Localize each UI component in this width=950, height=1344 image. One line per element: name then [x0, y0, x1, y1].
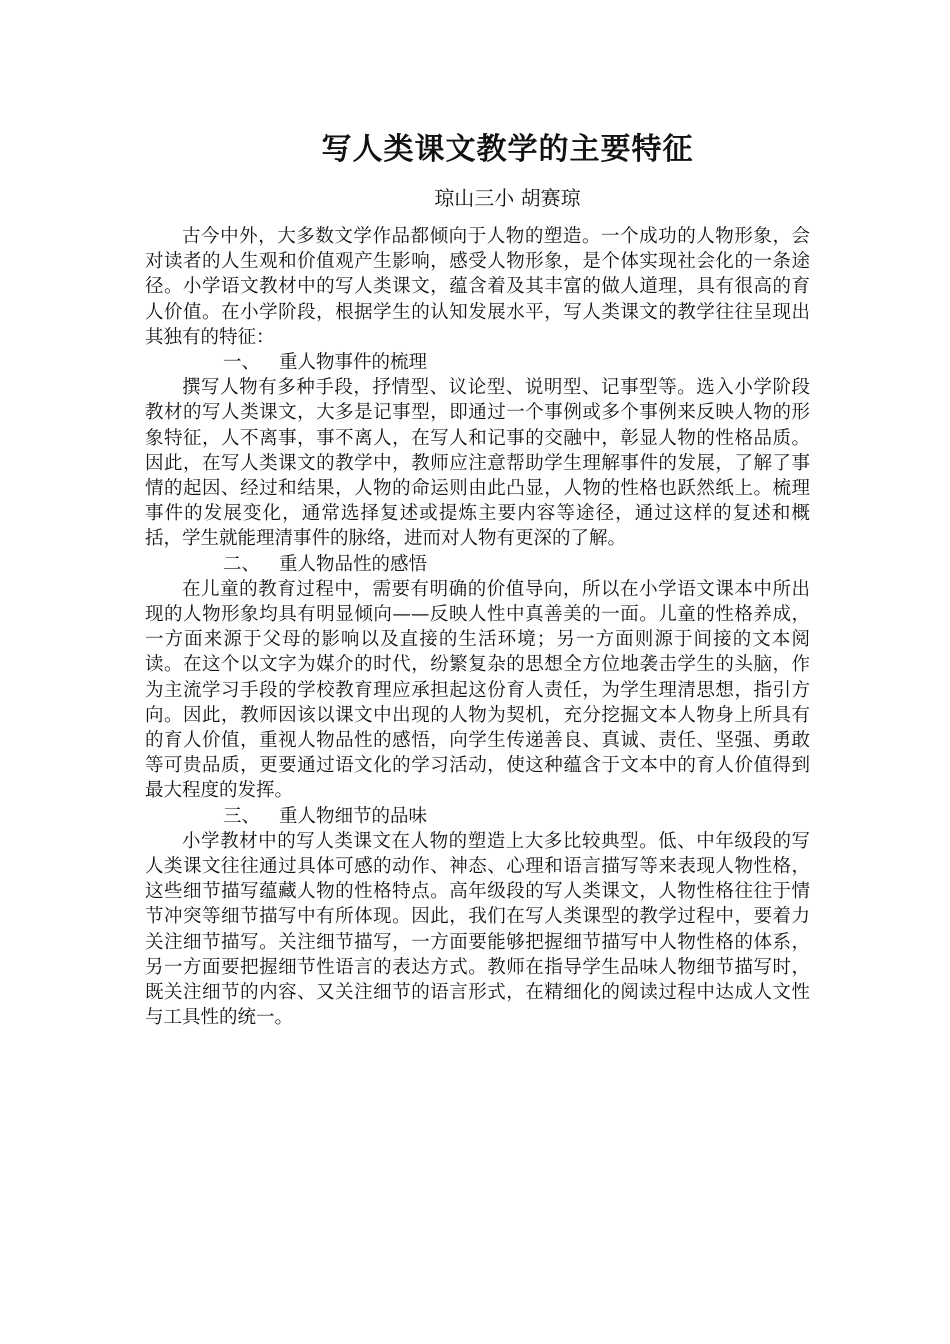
section-heading-text: 重人物细节的品味 — [279, 805, 428, 827]
section-paragraph-1: 撰写人物有多种手段，抒情型、议论型、说明型、记事型等。选入小学阶段教材的写人类课文，大多是记事型，即通过一个事例或多个事例来反映人物的形象特征，人不离事，事不离人，在写人和记事的交融中，彰显人物的性格品质。因此，在写人类课文的教学中，教师应注意帮助学生理解事件的发展，了解了事情的起因、经过和结果，人物的命运则由此凸显，人物的性格也跃然纸上。梳理事件的发展变化，通常选择复述或提炼主要内容等途径，通过这样的复述和概括，学生就能理清事件的脉络，进而对人物有更深的了解。 — [145, 377, 810, 550]
section-heading-text: 重人物品性的感悟 — [279, 553, 428, 575]
document-title: 写人类课文教学的主要特征 — [321, 132, 694, 167]
section-number: 二、 — [223, 553, 261, 575]
section-number: 一、 — [223, 352, 261, 374]
section-paragraph-2: 在儿童的教育过程中，需要有明确的价值导向，所以在小学语文课本中所出现的人物形象均具有明显倾向——反映人性中真善美的一面。儿童的性格养成，一方面来源于父母的影响以及直接的生活环境；另一方面则源于间接的文本阅读。在这个以文字为媒介的时代，纷繁复杂的思想全方位地袭击学生的头脑，作为主流学习手段的学校教育理应承担起这份育人责任，为学生理清思想，指引方向。因此，教师因该以课文中出现的人物为契机，充分挖掘文本人物身上所具有的育人价值，重视人物品性的感悟，向学生传递善良、真诚、责任、坚强、勇敢等可贵品质，更要通过语文化的学习活动，使这种蕴含于文本中的育人价值得到最大程度的发挥。 — [145, 578, 810, 802]
intro-paragraph: 古今中外，大多数文学作品都倾向于人物的塑造。一个成功的人物形象，会对读者的人生观和价值观产生影响，感受人物形象，是个体实现社会化的一条途径。小学语文教材中的写人类课文，蕴含着及其丰富的做人道理，具有很高的育人价值。在小学阶段，根据学生的认知发展水平，写人类课文的教学往往呈现出其独有的特征： — [145, 226, 810, 348]
author-line: 琼山三小 胡赛琼 — [434, 186, 581, 210]
section-heading-text: 重人物事件的梳理 — [279, 352, 428, 374]
section-heading-1 — [145, 350, 810, 375]
section-number: 三、 — [223, 805, 261, 827]
document-body — [145, 224, 810, 1031]
section-heading-2 — [145, 552, 810, 577]
section-paragraph-3: 小学教材中的写人类课文在人物的塑造上大多比较典型。低、中年级段的写人类课文往往通过具体可感的动作、神态、心理和语言描写等来表现人物性格，这些细节描写蕴藏人物的性格特点。高年级段的写人类课文，人物性格往往于情节冲突等细节描写中有所体现。因此，我们在写人类课型的教学过程中，要着力关注细节描写。关注细节描写，一方面要能够把握细节描写中人物性格的体系，另一方面要把握细节性语言的表达方式。教师在指导学生品味人物细节描写时，既关注细节的内容、又关注细节的语言形式，在精细化的阅读过程中达成人文性与工具性的统一。 — [145, 830, 810, 1029]
section-heading-3 — [145, 804, 810, 829]
